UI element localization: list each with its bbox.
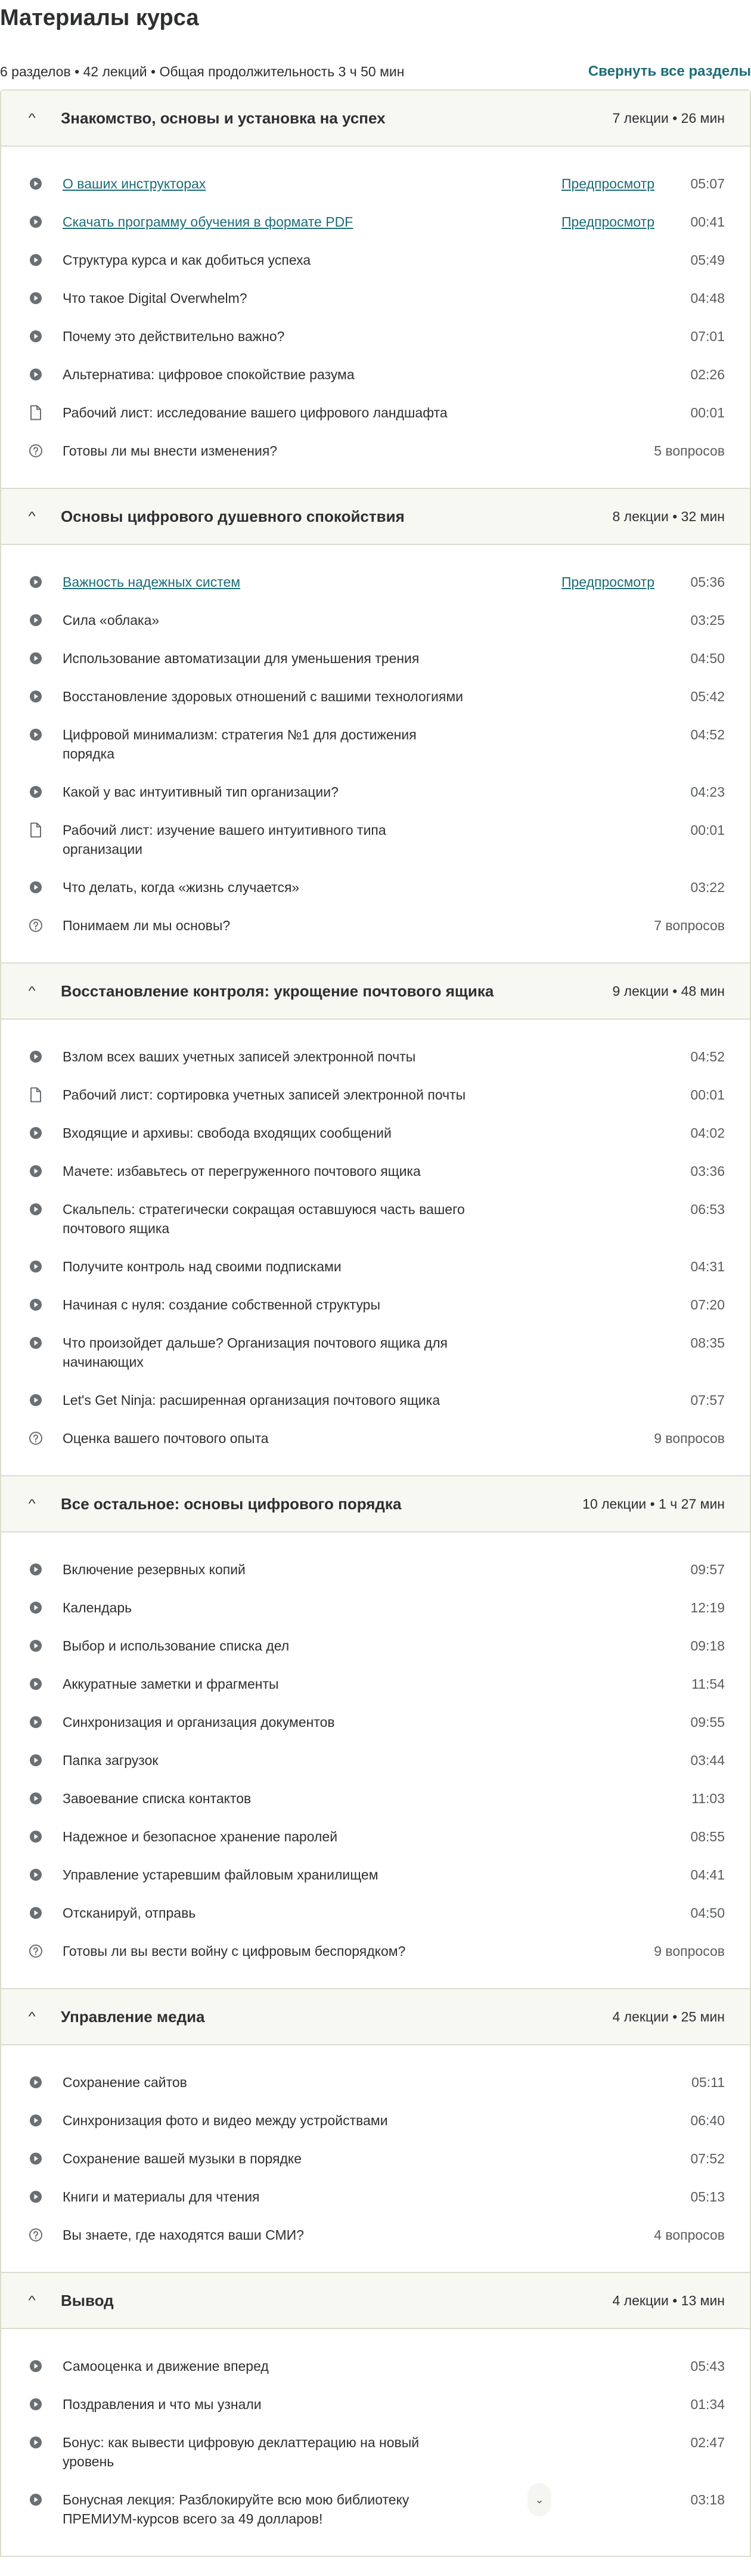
lecture-item <box>28 1894 725 1932</box>
lecture-duration: 04:50 <box>690 651 725 666</box>
lecture-item <box>28 432 725 470</box>
lecture-duration: 05:43 <box>690 2358 725 2374</box>
lecture-title: Сохранение сайтов <box>63 2075 187 2090</box>
section-meta: 8 лекции • 32 мин <box>612 508 725 524</box>
section-header-toggle[interactable] <box>1 91 750 147</box>
lecture-duration: 9 вопросов <box>654 1943 725 1959</box>
lecture-item <box>28 2385 725 2423</box>
lecture-list <box>1 1020 750 1475</box>
lecture-item[interactable] <box>28 203 725 241</box>
lecture-duration: 02:47 <box>690 2435 725 2450</box>
lecture-title: Выбор и использование списка дел <box>63 1638 290 1654</box>
lecture-item <box>28 241 725 279</box>
play-circle-icon <box>28 250 44 270</box>
lecture-title: Использование автоматизации для уменьшения трения <box>63 651 420 666</box>
chevron-up-icon: ^ <box>28 984 36 998</box>
lecture-duration: 09:57 <box>690 1562 725 1577</box>
lecture-duration: 05:36 <box>690 574 725 590</box>
section-meta: 4 лекции • 25 мин <box>612 2008 725 2024</box>
lecture-item <box>28 2063 725 2101</box>
lecture-title: Вы знаете, где находятся ваши СМИ? <box>63 2227 304 2243</box>
play-circle-icon <box>28 212 44 231</box>
document-icon <box>28 1085 44 1104</box>
page-title: Материалы курса <box>0 5 199 30</box>
lecture-duration: 04:52 <box>690 727 725 742</box>
lecture-duration: 00:41 <box>690 214 725 230</box>
lecture-title: Папка загрузок <box>63 1753 159 1768</box>
lecture-title: Мачете: избавьтесь от перегруженного почтового ящика <box>63 1163 421 1179</box>
lecture-item <box>28 716 725 773</box>
lecture-duration: 00:01 <box>690 405 725 420</box>
lecture-item <box>28 2216 725 2254</box>
lecture-duration: 11:54 <box>691 1676 725 1692</box>
play-circle-icon <box>28 174 44 193</box>
lecture-item <box>28 2140 725 2178</box>
course-section <box>1 91 750 488</box>
lecture-title: Синхронизация фото и видео между устройствами <box>63 2113 388 2128</box>
lecture-duration: 04:41 <box>690 1867 725 1883</box>
lecture-item <box>28 1419 725 1457</box>
lecture-item <box>28 1589 725 1627</box>
lecture-title: Почему это действительно важно? <box>63 329 285 344</box>
lecture-duration: 00:01 <box>690 822 725 838</box>
lecture-title: Что произойдет дальше? Организация почтового ящика для начинающих <box>63 1335 448 1370</box>
lecture-title: Завоевание списка контактов <box>63 1791 252 1806</box>
preview-link[interactable]: Предпросмотр <box>561 176 654 191</box>
play-circle-icon <box>28 289 44 308</box>
chevron-up-icon: ^ <box>28 1497 36 1510</box>
lecture-item <box>28 1818 725 1856</box>
section-title: Знакомство, основы и установка на успех <box>61 109 386 127</box>
section-header-toggle[interactable] <box>1 489 750 545</box>
lecture-item[interactable] <box>28 165 725 203</box>
document-icon <box>28 821 44 840</box>
play-circle-icon <box>28 1257 44 1276</box>
lecture-title: Готовы ли мы внести изменения? <box>63 443 278 459</box>
lecture-item <box>28 1856 725 1894</box>
lecture-item <box>28 1114 725 1152</box>
play-circle-icon <box>28 1391 44 1410</box>
play-circle-icon <box>28 1674 44 1693</box>
lecture-duration: 09:55 <box>690 1714 725 1730</box>
lecture-item <box>28 773 725 811</box>
lecture-title: Аккуратные заметки и фрагменты <box>63 1676 279 1692</box>
play-circle-icon <box>28 687 44 706</box>
lecture-item <box>28 2347 725 2385</box>
lecture-duration: 9 вопросов <box>654 1431 725 1446</box>
play-circle-icon <box>28 1903 44 1922</box>
lecture-item <box>28 1076 725 1114</box>
lecture-item <box>28 1627 725 1665</box>
lecture-duration: 03:18 <box>690 2492 725 2507</box>
lecture-duration: 08:55 <box>690 1829 725 1844</box>
play-circle-icon <box>28 2073 44 2092</box>
lecture-item <box>28 1779 725 1818</box>
lecture-duration: 5 вопросов <box>654 443 725 459</box>
lecture-item <box>28 639 725 677</box>
lecture-item <box>28 1190 725 1247</box>
lecture-duration: 07:57 <box>690 1392 725 1408</box>
chevron-up-icon: ^ <box>28 509 36 523</box>
lecture-item <box>28 394 725 432</box>
lecture-title: Что делать, когда «жизнь случается» <box>63 880 300 895</box>
lecture-duration: 7 вопросов <box>654 918 725 933</box>
lecture-title: Структура курса и как добиться успеха <box>63 252 311 268</box>
lecture-duration: 07:20 <box>690 1297 725 1312</box>
lecture-list <box>1 545 750 962</box>
play-circle-icon <box>28 725 44 744</box>
lecture-item <box>28 601 725 639</box>
lecture-duration: 06:53 <box>690 1202 725 1217</box>
lecture-item <box>28 2178 725 2216</box>
section-header-toggle[interactable] <box>1 1989 750 2045</box>
lecture-title: Начиная с нуля: создание собственной структуры <box>63 1297 381 1312</box>
lecture-item <box>28 868 725 906</box>
lecture-title: Бонусная лекция: Разблокируйте всю мою библиотеку ПРЕМИУМ-курсов всего за 49 долларов! <box>63 2492 409 2527</box>
document-icon <box>28 403 44 422</box>
lecture-title: Календарь <box>63 1600 132 1615</box>
course-section <box>1 1988 750 2272</box>
chevron-up-icon: ^ <box>28 2010 36 2023</box>
lecture-duration: 04:48 <box>690 290 725 306</box>
lecture-item <box>28 1932 725 1970</box>
play-circle-icon <box>28 2187 44 2206</box>
lecture-title: Самооценка и движение вперед <box>63 2358 269 2374</box>
section-header-toggle[interactable] <box>1 2273 750 2329</box>
lecture-duration: 12:19 <box>690 1600 725 1615</box>
lecture-title: Синхронизация и организация документов <box>63 1714 335 1730</box>
play-circle-icon <box>28 1598 44 1617</box>
lecture-duration: 05:42 <box>690 689 725 704</box>
section-title: Вывод <box>61 2291 114 2309</box>
lecture-title: Книги и материалы для чтения <box>63 2189 260 2205</box>
course-summary-bar <box>0 54 751 89</box>
lecture-duration: 05:49 <box>690 252 725 268</box>
play-circle-icon <box>28 365 44 384</box>
scroll-down-button[interactable] <box>527 2483 551 2516</box>
lecture-duration: 05:13 <box>690 2189 725 2205</box>
lecture-item <box>28 1703 725 1741</box>
play-circle-icon <box>28 2149 44 2168</box>
lecture-duration: 00:01 <box>690 1087 725 1103</box>
course-section <box>1 2272 750 2556</box>
lecture-item <box>28 1381 725 1419</box>
lecture-duration: 04:52 <box>690 1049 725 1064</box>
lecture-duration: 05:11 <box>691 2075 725 2090</box>
section-meta: 7 лекции • 26 мин <box>612 110 725 126</box>
section-meta: 9 лекции • 48 мин <box>612 983 725 999</box>
lecture-title: Управление устаревшим файловым хранилищем <box>63 1867 378 1883</box>
lecture-duration: 04:02 <box>690 1125 725 1141</box>
lecture-item <box>28 1665 725 1703</box>
lecture-title: Цифровой минимализм: стратегия №1 для достижения порядка <box>63 727 417 761</box>
lecture-item <box>28 811 725 868</box>
lecture-title: Получите контроль над своими подписками <box>63 1259 342 1274</box>
lecture-duration: 01:34 <box>690 2397 725 2412</box>
lecture-item <box>28 2423 725 2481</box>
lecture-title: Рабочий лист: сортировка учетных записей электронной почты <box>63 1087 466 1103</box>
lecture-duration: 03:36 <box>690 1163 725 1179</box>
lecture-duration: 07:01 <box>690 329 725 344</box>
question-circle-icon <box>28 1942 44 1961</box>
lecture-item <box>28 1038 725 1076</box>
play-circle-icon <box>28 2433 44 2452</box>
course-summary: 6 разделов • 42 лекций • Общая продолжительность 3 ч 50 мин <box>0 63 405 79</box>
lecture-duration: 03:44 <box>690 1753 725 1768</box>
preview-link[interactable]: Предпросмотр <box>561 214 654 230</box>
lecture-item <box>28 1286 725 1324</box>
play-circle-icon <box>28 2395 44 2414</box>
play-circle-icon <box>28 1295 44 1314</box>
lecture-duration: 07:52 <box>690 2151 725 2166</box>
section-title: Основы цифрового душевного спокойствия <box>61 507 405 525</box>
lecture-title: Надежное и безопасное хранение паролей <box>63 1829 338 1844</box>
play-circle-icon <box>28 1827 44 1846</box>
lecture-title: Оценка вашего почтового опыта <box>63 1431 269 1446</box>
play-circle-icon <box>28 572 44 592</box>
play-circle-icon <box>28 1200 44 1219</box>
lecture-item <box>28 906 725 945</box>
section-meta: 4 лекции • 13 мин <box>612 2292 725 2308</box>
lecture-duration: 06:40 <box>690 2113 725 2128</box>
play-circle-icon <box>28 2490 44 2509</box>
curriculum-accordion <box>0 89 751 2557</box>
lecture-title: Восстановление здоровых отношений с вашими технологиями <box>63 689 464 704</box>
lecture-item[interactable] <box>28 563 725 601</box>
play-circle-icon <box>28 1047 44 1066</box>
lecture-duration: 4 вопросов <box>654 2227 725 2243</box>
lecture-duration: 02:26 <box>690 367 725 382</box>
play-circle-icon <box>28 1789 44 1808</box>
lecture-duration: 08:35 <box>690 1335 725 1351</box>
section-meta: 10 лекции • 1 ч 27 мин <box>582 1496 725 1512</box>
lecture-title: Поздравления и что мы узнали <box>63 2397 262 2412</box>
play-circle-icon <box>28 1123 44 1143</box>
play-circle-icon <box>28 649 44 668</box>
question-circle-icon <box>28 441 44 460</box>
lecture-duration: 09:18 <box>690 1638 725 1654</box>
lecture-item <box>28 279 725 317</box>
lecture-list <box>1 2045 750 2272</box>
play-circle-icon <box>28 611 44 630</box>
course-section <box>1 962 750 1475</box>
lecture-title: Let's Get Ninja: расширенная организация почтового ящика <box>63 1392 440 1408</box>
lecture-title: Какой у вас интуитивный тип организации? <box>63 784 339 800</box>
lecture-title: Взлом всех ваших учетных записей электронной почты <box>63 1049 416 1064</box>
lecture-item <box>28 355 725 394</box>
lecture-duration: 04:23 <box>690 784 725 800</box>
play-circle-icon <box>28 878 44 897</box>
lecture-duration: 04:50 <box>690 1905 725 1921</box>
chevron-up-icon: ^ <box>28 111 36 125</box>
lecture-item <box>28 1550 725 1589</box>
lecture-title: Понимаем ли мы основы? <box>63 918 231 933</box>
question-circle-icon <box>28 1429 44 1448</box>
play-circle-icon <box>28 1162 44 1181</box>
lecture-item <box>28 1152 725 1190</box>
lecture-title: Рабочий лист: изучение вашего интуитивного типа организации <box>63 822 386 857</box>
lecture-title[interactable]: Важность надежных систем <box>63 574 241 590</box>
lecture-duration: 03:22 <box>690 880 725 895</box>
lecture-duration: 03:25 <box>690 612 725 628</box>
lecture-item <box>28 1247 725 1286</box>
chevron-down-icon: ⌄ <box>535 2494 544 2506</box>
play-circle-icon <box>28 327 44 346</box>
play-circle-icon <box>28 1751 44 1770</box>
lecture-list <box>1 1532 750 1988</box>
lecture-title: Включение резервных копий <box>63 1562 246 1577</box>
lecture-duration: 11:03 <box>691 1791 725 1806</box>
play-circle-icon <box>28 1333 44 1352</box>
chevron-up-icon: ^ <box>28 2293 36 2307</box>
play-circle-icon <box>28 1713 44 1732</box>
lecture-item <box>28 2101 725 2140</box>
lecture-title: Рабочий лист: исследование вашего цифрового ландшафта <box>63 405 448 420</box>
lecture-title: Входящие и архивы: свобода входящих сообщений <box>63 1125 392 1141</box>
lecture-item <box>28 1324 725 1381</box>
lecture-title: Альтернатива: цифровое спокойствие разума <box>63 367 355 382</box>
lecture-title: Что такое Digital Overwhelm? <box>63 290 247 306</box>
lecture-title: Сила «облака» <box>63 612 160 628</box>
section-header-toggle[interactable] <box>1 964 750 1020</box>
lecture-list <box>1 147 750 488</box>
lecture-title: Скальпель: стратегически сокращая оставшуюся часть вашего почтового ящика <box>63 1202 465 1236</box>
collapse-all-button[interactable]: Свернуть все разделы <box>588 63 751 79</box>
section-header-toggle[interactable] <box>1 1476 750 1532</box>
lecture-duration: 05:07 <box>690 176 725 191</box>
lecture-list <box>1 2329 750 2556</box>
play-circle-icon <box>28 2357 44 2376</box>
preview-link[interactable]: Предпросмотр <box>561 574 654 590</box>
question-circle-icon <box>28 2225 44 2244</box>
lecture-title: Сохранение вашей музыки в порядке <box>63 2151 302 2166</box>
lecture-title[interactable]: Скачать программу обучения в формате PDF <box>63 214 353 230</box>
play-circle-icon <box>28 1636 44 1655</box>
lecture-item <box>28 1741 725 1779</box>
lecture-title: Отсканируй, отправь <box>63 1905 196 1921</box>
lecture-title[interactable]: О ваших инструкторах <box>63 176 206 191</box>
lecture-item <box>28 677 725 716</box>
section-title: Восстановление контроля: укрощение почтового ящика <box>61 982 494 1000</box>
play-circle-icon <box>28 1560 44 1579</box>
course-section <box>1 488 750 962</box>
play-circle-icon <box>28 782 44 801</box>
lecture-duration: 04:31 <box>690 1259 725 1274</box>
question-circle-icon <box>28 916 44 935</box>
play-circle-icon <box>28 1865 44 1884</box>
section-title: Все остальное: основы цифрового порядка <box>61 1494 402 1513</box>
lecture-title: Бонус: как вывести цифровую деклаттерацию на новый уровень <box>63 2435 420 2469</box>
section-title: Управление медиа <box>61 2007 205 2026</box>
course-section <box>1 1475 750 1988</box>
lecture-item <box>28 2481 725 2538</box>
play-circle-icon <box>28 2111 44 2130</box>
lecture-item <box>28 317 725 355</box>
lecture-title: Готовы ли вы вести войну с цифровым беспорядком? <box>63 1943 406 1959</box>
